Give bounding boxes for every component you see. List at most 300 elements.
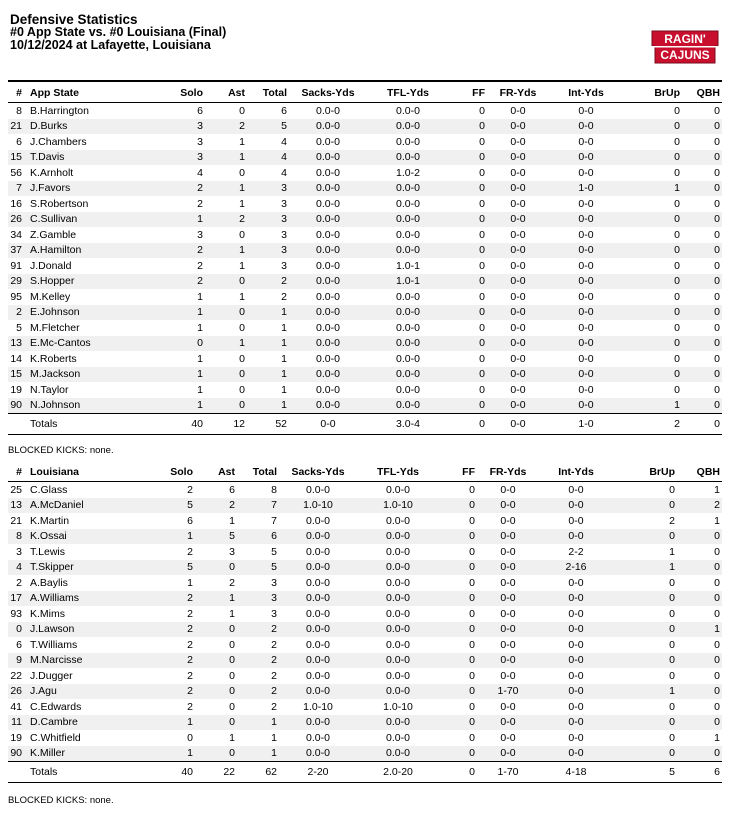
total-value: 1: [247, 320, 289, 336]
fr-value: 0-0: [477, 637, 539, 653]
total-value: 3: [237, 575, 279, 591]
solo-value: 2: [140, 544, 195, 560]
brup-value: 0: [623, 196, 682, 212]
tfl-value: 0.0-0: [357, 606, 439, 622]
sacks-value: 0.0-0: [289, 150, 367, 166]
team-stats-table-app-state: [8, 84, 722, 435]
qbh-value: 0: [682, 305, 722, 321]
total-value: 2: [247, 289, 289, 305]
int-value: 0-0: [549, 196, 623, 212]
player-number: 2: [8, 575, 28, 591]
int-value: 0-0: [549, 258, 623, 274]
ast-value: 0: [205, 320, 247, 336]
solo-value: 1: [150, 305, 205, 321]
solo-value: 1: [140, 529, 195, 545]
player-name: E.Mc-Cantos: [28, 336, 150, 352]
col-tfl: TFL-Yds: [357, 463, 439, 482]
sacks-value: 0.0-0: [279, 606, 357, 622]
table-row: [8, 513, 722, 529]
fr-value: 0-0: [487, 150, 549, 166]
player-name: J.Chambers: [28, 134, 150, 150]
sacks-value: 1.0-10: [279, 498, 357, 514]
brup-value: 1: [613, 544, 677, 560]
int-value: 0-0: [539, 715, 613, 731]
sacks-value: 0.0-0: [289, 367, 367, 383]
col-total: Total: [237, 463, 279, 482]
tfl-value: 0.0-0: [357, 591, 439, 607]
ast-value: 0: [195, 684, 237, 700]
ff-value: 0: [439, 637, 477, 653]
team-stats-table-louisiana: [8, 463, 722, 783]
brup-value: 0: [623, 336, 682, 352]
table-row: [8, 606, 722, 622]
qbh-value: 0: [682, 165, 722, 181]
ast-value: 1: [205, 196, 247, 212]
qbh-value: 0: [682, 181, 722, 197]
tfl-value: 0.0-0: [357, 575, 439, 591]
tfl-value: 0.0-0: [357, 529, 439, 545]
solo-value: 6: [150, 103, 205, 119]
qbh-value: 0: [682, 336, 722, 352]
totals-qbh: 6: [677, 762, 722, 783]
fr-value: 0-0: [477, 668, 539, 684]
player-rows: [8, 103, 722, 414]
total-value: 2: [237, 684, 279, 700]
ff-value: 0: [439, 544, 477, 560]
fr-value: 0-0: [487, 227, 549, 243]
ff-value: 0: [449, 243, 487, 259]
int-value: 0-0: [539, 684, 613, 700]
col-solo: Solo: [150, 84, 205, 103]
total-value: 3: [237, 591, 279, 607]
player-number: 13: [8, 336, 28, 352]
table-row: [8, 258, 722, 274]
table-row: [8, 196, 722, 212]
fr-value: 0-0: [487, 336, 549, 352]
player-number: 13: [8, 498, 28, 514]
tfl-value: 0.0-0: [367, 320, 449, 336]
int-value: 0-0: [539, 622, 613, 638]
sacks-value: 0.0-0: [289, 336, 367, 352]
ff-value: 0: [439, 591, 477, 607]
totals-ff: 0: [449, 414, 487, 435]
brup-value: 0: [613, 746, 677, 762]
tfl-value: 0.0-0: [367, 382, 449, 398]
ast-value: 1: [205, 181, 247, 197]
total-value: 3: [247, 196, 289, 212]
brup-value: 0: [623, 258, 682, 274]
qbh-value: 0: [682, 382, 722, 398]
team-name: Louisiana: [28, 463, 140, 482]
player-number: 95: [8, 289, 28, 305]
qbh-value: 0: [677, 668, 722, 684]
ff-value: 0: [449, 351, 487, 367]
fr-value: 0-0: [487, 119, 549, 135]
qbh-value: 0: [677, 575, 722, 591]
total-value: 4: [247, 165, 289, 181]
table-row: [8, 274, 722, 290]
ast-value: 0: [195, 622, 237, 638]
qbh-value: 0: [677, 591, 722, 607]
solo-value: 2: [150, 274, 205, 290]
tfl-value: 1.0-1: [367, 274, 449, 290]
table-row: [8, 382, 722, 398]
tfl-value: 0.0-0: [357, 513, 439, 529]
total-value: 1: [247, 351, 289, 367]
ast-value: 6: [195, 482, 237, 498]
table-row: [8, 482, 722, 498]
ast-value: 0: [205, 165, 247, 181]
ff-value: 0: [449, 103, 487, 119]
ast-value: 1: [205, 258, 247, 274]
solo-value: 2: [150, 243, 205, 259]
solo-value: 3: [150, 134, 205, 150]
ast-value: 2: [205, 212, 247, 228]
total-value: 4: [247, 134, 289, 150]
qbh-value: 1: [677, 622, 722, 638]
solo-value: 1: [140, 746, 195, 762]
total-value: 6: [237, 529, 279, 545]
total-value: 5: [247, 119, 289, 135]
sacks-value: 0.0-0: [289, 227, 367, 243]
ast-value: 0: [195, 715, 237, 731]
solo-value: 6: [140, 513, 195, 529]
table-row: [8, 398, 722, 414]
total-value: 3: [247, 258, 289, 274]
player-name: T.Lewis: [28, 544, 140, 560]
fr-value: 0-0: [487, 398, 549, 414]
int-value: 0-0: [549, 336, 623, 352]
solo-value: 5: [140, 498, 195, 514]
ff-value: 0: [449, 305, 487, 321]
total-value: 7: [237, 513, 279, 529]
brup-value: 0: [623, 243, 682, 259]
brup-value: 0: [623, 227, 682, 243]
fr-value: 0-0: [487, 258, 549, 274]
fr-value: 0-0: [477, 653, 539, 669]
col-int: Int-Yds: [539, 463, 613, 482]
tfl-value: 0.0-0: [367, 227, 449, 243]
player-number: 6: [8, 134, 28, 150]
qbh-value: 0: [682, 103, 722, 119]
brup-value: 0: [613, 715, 677, 731]
int-value: 0-0: [549, 351, 623, 367]
player-number: 11: [8, 715, 28, 731]
ast-value: 0: [195, 746, 237, 762]
int-value: 0-0: [539, 653, 613, 669]
totals-ast: 22: [195, 762, 237, 783]
sacks-value: 0.0-0: [279, 746, 357, 762]
player-number: 29: [8, 274, 28, 290]
qbh-value: 0: [682, 320, 722, 336]
player-name: C.Whitfield: [28, 730, 140, 746]
int-value: 0-0: [549, 320, 623, 336]
fr-value: 0-0: [477, 575, 539, 591]
tfl-value: 0.0-0: [357, 730, 439, 746]
brup-value: 1: [623, 181, 682, 197]
brup-value: 0: [613, 591, 677, 607]
player-rows: [8, 482, 722, 762]
ff-value: 0: [449, 196, 487, 212]
ast-value: 1: [195, 606, 237, 622]
tfl-value: 0.0-0: [367, 212, 449, 228]
brup-value: 0: [623, 320, 682, 336]
solo-value: 0: [150, 336, 205, 352]
col-total: Total: [247, 84, 289, 103]
sacks-value: 0.0-0: [279, 529, 357, 545]
totals-sacks: 2-20: [279, 762, 357, 783]
sacks-value: 0.0-0: [279, 653, 357, 669]
brup-value: 0: [613, 529, 677, 545]
sacks-value: 0.0-0: [279, 482, 357, 498]
qbh-value: 0: [682, 367, 722, 383]
int-value: 0-0: [549, 134, 623, 150]
total-value: 5: [237, 544, 279, 560]
totals-ast: 12: [205, 414, 247, 435]
totals-tfl: 3.0-4: [367, 414, 449, 435]
fr-value: 0-0: [487, 274, 549, 290]
player-name: T.Skipper: [28, 560, 140, 576]
fr-value: 0-0: [487, 196, 549, 212]
sacks-value: 0.0-0: [289, 351, 367, 367]
qbh-value: 2: [677, 498, 722, 514]
table-row: [8, 746, 722, 762]
int-value: 0-0: [539, 591, 613, 607]
int-value: 2-16: [539, 560, 613, 576]
fr-value: 0-0: [487, 367, 549, 383]
solo-value: 2: [140, 684, 195, 700]
player-number: 21: [8, 513, 28, 529]
ff-value: 0: [449, 382, 487, 398]
fr-value: 0-0: [487, 243, 549, 259]
player-number: 91: [8, 258, 28, 274]
ff-value: 0: [449, 181, 487, 197]
solo-value: 1: [150, 289, 205, 305]
col-ff: FF: [439, 463, 477, 482]
ff-value: 0: [449, 367, 487, 383]
int-value: 0-0: [549, 243, 623, 259]
brup-value: 0: [623, 165, 682, 181]
col-sacks: Sacks-Yds: [289, 84, 367, 103]
brup-value: 0: [623, 351, 682, 367]
table-row: [8, 165, 722, 181]
total-value: 2: [247, 274, 289, 290]
player-name: N.Johnson: [28, 398, 150, 414]
ast-value: 0: [205, 367, 247, 383]
brup-value: 0: [623, 382, 682, 398]
solo-value: 1: [150, 382, 205, 398]
total-value: 4: [247, 150, 289, 166]
player-number: 16: [8, 196, 28, 212]
col-ast: Ast: [205, 84, 247, 103]
int-value: 0-0: [539, 746, 613, 762]
solo-value: 2: [150, 196, 205, 212]
tfl-value: 0.0-0: [367, 103, 449, 119]
solo-value: 1: [150, 367, 205, 383]
table-row: [8, 320, 722, 336]
player-name: A.Williams: [28, 591, 140, 607]
player-name: Z.Gamble: [28, 227, 150, 243]
int-value: 0-0: [549, 274, 623, 290]
brup-value: 0: [623, 150, 682, 166]
table-row: [8, 715, 722, 731]
ast-value: 0: [195, 699, 237, 715]
total-value: 2: [237, 622, 279, 638]
ff-value: 0: [439, 668, 477, 684]
qbh-value: 0: [682, 227, 722, 243]
fr-value: 0-0: [487, 134, 549, 150]
total-value: 2: [237, 653, 279, 669]
player-name: N.Taylor: [28, 382, 150, 398]
table-row: [8, 336, 722, 352]
player-name: K.Mims: [28, 606, 140, 622]
ast-value: 0: [205, 274, 247, 290]
fr-value: 0-0: [477, 746, 539, 762]
player-name: K.Arnholt: [28, 165, 150, 181]
table-row: [8, 544, 722, 560]
ff-value: 0: [439, 529, 477, 545]
totals-total: 62: [237, 762, 279, 783]
total-value: 6: [247, 103, 289, 119]
total-value: 3: [247, 243, 289, 259]
ragin-cajuns-logo: [649, 29, 721, 65]
ast-value: 0: [195, 653, 237, 669]
col-ast: Ast: [195, 463, 237, 482]
sacks-value: 0.0-0: [289, 382, 367, 398]
qbh-value: 0: [677, 684, 722, 700]
ast-value: 1: [205, 336, 247, 352]
player-number: 90: [8, 746, 28, 762]
qbh-value: 0: [677, 746, 722, 762]
solo-value: 3: [150, 227, 205, 243]
qbh-value: 0: [682, 274, 722, 290]
player-name: E.Johnson: [28, 305, 150, 321]
player-number: 22: [8, 668, 28, 684]
table-row: [8, 684, 722, 700]
table-row: [8, 134, 722, 150]
col-fr: FR-Yds: [477, 463, 539, 482]
player-number: 90: [8, 398, 28, 414]
player-number: 15: [8, 150, 28, 166]
ff-value: 0: [449, 336, 487, 352]
player-name: K.Martin: [28, 513, 140, 529]
total-value: 5: [237, 560, 279, 576]
ff-value: 0: [449, 119, 487, 135]
ast-value: 1: [205, 243, 247, 259]
fr-value: 0-0: [487, 351, 549, 367]
player-name: J.Favors: [28, 181, 150, 197]
total-value: 2: [237, 699, 279, 715]
solo-value: 3: [150, 119, 205, 135]
sacks-value: 0.0-0: [289, 103, 367, 119]
fr-value: 0-0: [477, 730, 539, 746]
fr-value: 0-0: [477, 482, 539, 498]
totals-total: 52: [247, 414, 289, 435]
player-name: S.Robertson: [28, 196, 150, 212]
fr-value: 1-70: [477, 684, 539, 700]
player-number: 4: [8, 560, 28, 576]
tfl-value: 0.0-0: [367, 134, 449, 150]
team-name: App State: [28, 84, 150, 103]
tfl-value: 1.0-2: [367, 165, 449, 181]
tfl-value: 0.0-0: [357, 622, 439, 638]
ast-value: 3: [195, 544, 237, 560]
solo-value: 5: [140, 560, 195, 576]
sacks-value: 0.0-0: [289, 134, 367, 150]
player-name: J.Agu: [28, 684, 140, 700]
qbh-value: 0: [677, 637, 722, 653]
ff-value: 0: [439, 715, 477, 731]
player-name: J.Lawson: [28, 622, 140, 638]
fr-value: 0-0: [477, 544, 539, 560]
ff-value: 0: [449, 398, 487, 414]
ast-value: 0: [205, 398, 247, 414]
qbh-value: 0: [682, 258, 722, 274]
int-value: 0-0: [549, 119, 623, 135]
fr-value: 0-0: [477, 591, 539, 607]
sacks-value: 0.0-0: [289, 258, 367, 274]
report-title: Defensive Statistics: [10, 12, 138, 27]
sacks-value: 0.0-0: [289, 196, 367, 212]
brup-value: 1: [623, 398, 682, 414]
int-value: 0-0: [549, 150, 623, 166]
sacks-value: 0.0-0: [279, 591, 357, 607]
fr-value: 0-0: [487, 382, 549, 398]
report-header: [10, 13, 226, 52]
player-number: 8: [8, 529, 28, 545]
player-name: M.Narcisse: [28, 653, 140, 669]
ast-value: 1: [195, 591, 237, 607]
solo-value: 1: [140, 575, 195, 591]
total-value: 1: [247, 367, 289, 383]
ast-value: 2: [195, 498, 237, 514]
int-value: 0-0: [549, 367, 623, 383]
qbh-value: 0: [682, 134, 722, 150]
ast-value: 0: [205, 305, 247, 321]
solo-value: 2: [140, 668, 195, 684]
table-row: [8, 243, 722, 259]
fr-value: 0-0: [487, 103, 549, 119]
player-number: 93: [8, 606, 28, 622]
tfl-value: 1.0-10: [357, 699, 439, 715]
brup-value: 0: [613, 699, 677, 715]
qbh-value: 0: [677, 606, 722, 622]
solo-value: 1: [150, 212, 205, 228]
fr-value: 0-0: [477, 560, 539, 576]
player-number: 2: [8, 305, 28, 321]
ast-value: 2: [205, 119, 247, 135]
table-row: [8, 119, 722, 135]
col-solo: Solo: [140, 463, 195, 482]
table-row: [8, 575, 722, 591]
int-value: 0-0: [549, 165, 623, 181]
col-brup: BrUp: [613, 463, 677, 482]
ast-value: 5: [195, 529, 237, 545]
fr-value: 0-0: [487, 320, 549, 336]
brup-value: 0: [623, 119, 682, 135]
player-number: 7: [8, 181, 28, 197]
player-name: K.Roberts: [28, 351, 150, 367]
table-row: [8, 560, 722, 576]
col-brup: BrUp: [623, 84, 682, 103]
int-value: 0-0: [539, 513, 613, 529]
totals-label: Totals: [28, 762, 140, 783]
player-name: T.Williams: [28, 637, 140, 653]
solo-value: 2: [140, 606, 195, 622]
fr-value: 0-0: [477, 498, 539, 514]
qbh-value: 0: [682, 398, 722, 414]
ff-value: 0: [439, 560, 477, 576]
